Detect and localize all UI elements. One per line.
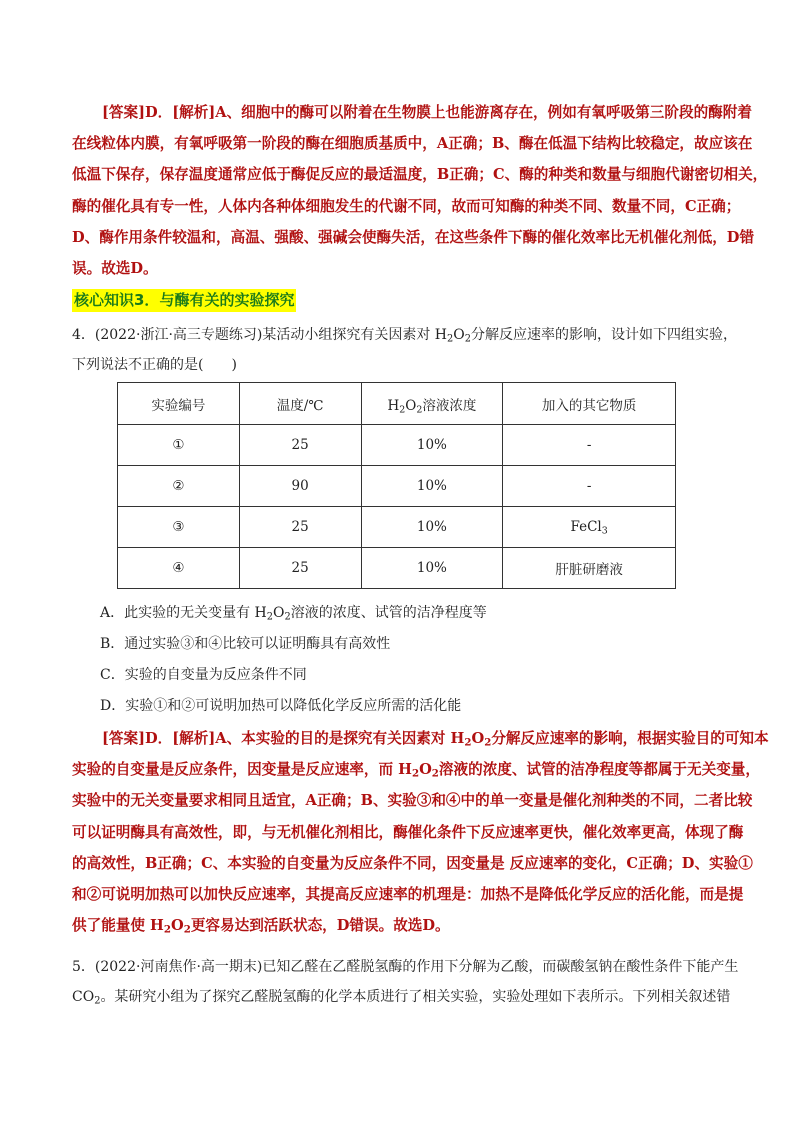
table-row <box>118 466 676 507</box>
table-cell: ③ <box>118 507 240 548</box>
table-cell: - <box>503 466 676 507</box>
table-cell: ④ <box>118 548 240 589</box>
table-header-row <box>118 383 676 425</box>
table-cell: 10% <box>361 466 503 507</box>
question-4 <box>72 320 737 380</box>
table-cell: 25 <box>239 425 361 466</box>
answer-q3-line: 误。故选D。 <box>72 260 158 278</box>
option-d: D．实验①和②可说明加热可以降低化学反应所需的活化能 <box>100 698 462 714</box>
section-heading: 核心知识3．与酶有关的实验探究 <box>72 289 296 312</box>
question-4-options <box>100 598 487 722</box>
experiment-table <box>117 382 676 589</box>
question-5-line2: $CO_2$。某研究小组为了探究乙醛脱氢酶的化学本质进行了相关实验，实验处理如下表所示。下列相关叙述错 <box>72 989 731 1007</box>
answer-q4-line: 和②可说明加热可以加快反应速率，其提高反应速率的机理是：加热不是降低化学反应的活化能，而是提 <box>72 886 744 904</box>
answer-q3-line: 在线粒体内膜，有氧呼吸第一阶段的酶在细胞质基质中，A正确；B、酶在低温下结构比较稳定，故应该在 <box>72 135 753 153</box>
table-row <box>118 507 676 548</box>
table-cell: 25 <box>239 548 361 589</box>
table-row <box>118 548 676 589</box>
answer-q3-line: 低温下保存，保存温度通常应低于酶促反应的最适温度，B正确；C、酶的种类和数量与细胞代谢密切相关， <box>72 166 768 184</box>
table-header: 加入的其它物质 <box>503 383 676 425</box>
table-cell: ② <box>118 466 240 507</box>
table-cell: 10% <box>361 507 503 548</box>
table-cell: 10% <box>361 425 503 466</box>
answer-q4-line: 实验的自变量是反应条件，因变量是反应速率，而 $H_2O_2$溶液的浓度、试管的洁净程度等都属于无关变量， <box>72 761 760 780</box>
answer-q4-line: 可以证明酶具有高效性，即，与无机催化剂相比，酶催化条件下反应速率更快，催化效率更高，体现了酶 <box>72 823 744 841</box>
option-b: B．通过实验③和④比较可以证明酶具有高效性 <box>100 636 391 652</box>
answer-q4-line: 供了能量使 $H_2O_2$更容易达到活跃状态，D错误。故选D。 <box>72 917 450 936</box>
answer-q3 <box>72 97 768 284</box>
table-cell: FeCl$_3$ <box>503 507 676 548</box>
table-row <box>118 425 676 466</box>
answer-q3-line: [答案]D．[解析]A、细胞中的酶可以附着在生物膜上也能游离存在，例如有氧呼吸第三阶段的酶附着 <box>102 104 752 121</box>
table-cell: ① <box>118 425 240 466</box>
question-4-line2: 下列说法不正确的是( ) <box>72 357 237 373</box>
answer-q4-line: [答案]D．[解析]A、本实验的目的是探究有关因素对 $H_2O_2$分解反应速率的影响，根据实验目的可知本 <box>102 730 769 749</box>
question-4-line1: 4．(2022·浙江·高三专题练习)某活动小组探究有关因素对 $H_2O_2$分解反应速率的影响，设计如下四组实验， <box>72 327 737 345</box>
answer-q3-line: D、酶作用条件较温和，高温、强酸、强碱会使酶失活，在这些条件下酶的催化效率比无机催化剂低，D错 <box>72 228 755 246</box>
table-cell: 25 <box>239 507 361 548</box>
table-header: 温度/℃ <box>239 383 361 425</box>
answer-q4 <box>72 723 769 941</box>
question-5 <box>72 952 739 1012</box>
answer-q4-line: 的高效性，B正确；C、本实验的自变量为反应条件不同，因变量是 反应速率的变化，C正确；D、实验① <box>72 854 753 872</box>
answer-q4-line: 实验中的无关变量要求相同且适宜，A正确；B、实验③和④中的单一变量是催化剂种类的不同，二者比较 <box>72 792 753 810</box>
answer-q3-line: 酶的催化具有专一性，人体内各种体细胞发生的代谢不同，故而可知酶的种类不同、数量不同，C正确； <box>72 197 741 215</box>
table-cell: - <box>503 425 676 466</box>
table-cell: 肝脏研磨液 <box>503 548 676 589</box>
option-c: C．实验的自变量为反应条件不同 <box>100 667 307 683</box>
table-cell: 10% <box>361 548 503 589</box>
question-5-line1: 5．(2022·河南焦作·高一期末)已知乙醛在乙醛脱氢酶的作用下分解为乙酸，而碳酸氢钠在酸性条件下能产生 <box>72 959 739 975</box>
table-cell: 90 <box>239 466 361 507</box>
table-header: 实验编号 <box>118 383 240 425</box>
option-a: A．此实验的无关变量有 $H_2O_2$溶液的浓度、试管的洁净程度等 <box>100 605 487 623</box>
table-header: $H_2O_2$溶液浓度 <box>361 383 503 425</box>
